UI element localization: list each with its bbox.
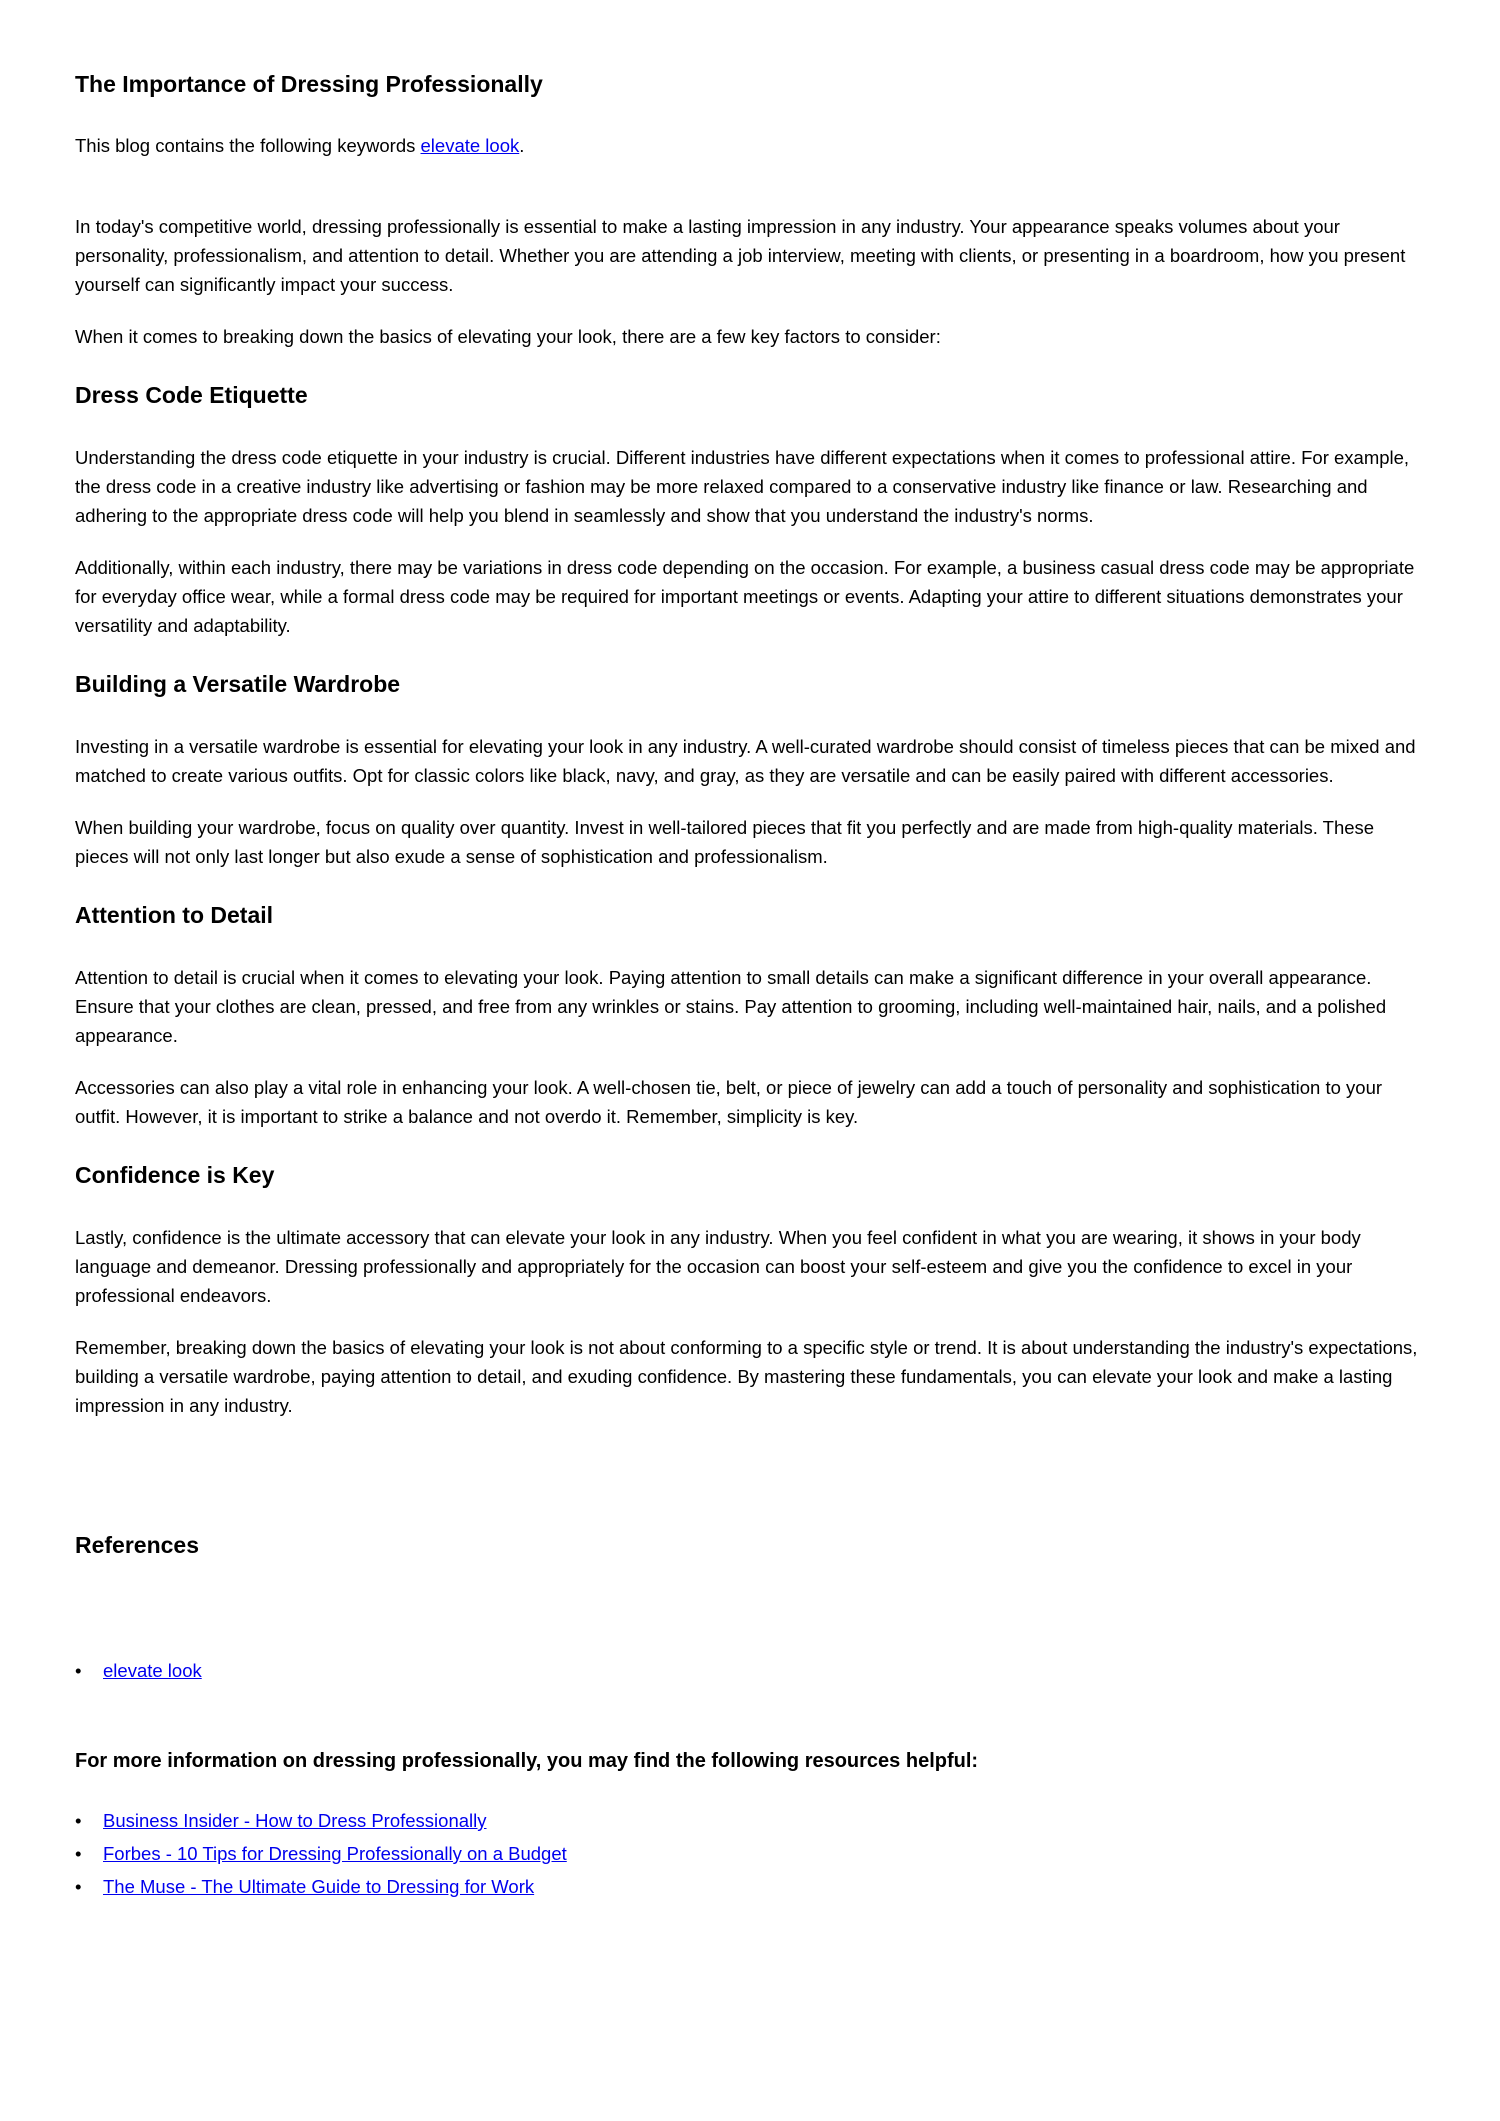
resources-list (75, 1804, 1430, 1903)
list-item (75, 1654, 1430, 1687)
resource-link[interactable]: The Muse - The Ultimate Guide to Dressing for Work (103, 1876, 535, 1897)
section-heading: Dress Code Etiquette (75, 382, 308, 408)
section-paragraph: Accessories can also play a vital role in enhancing your look. A well-chosen tie, belt, or piece of jewelry can add a touch of personality and sophistication to your outfit. However, it is important to strike a balance and not overdo it. Remember, simplicity is key. (75, 1077, 1383, 1127)
keywords-prefix: This blog contains the following keywords (75, 135, 421, 156)
section-paragraph: Lastly, confidence is the ultimate accessory that can elevate your look in any industry. When you feel confident in what you are wearing, it shows in your body language and demeanor. Dressing professionally and appropriately for the occasion can boost your self-esteem and give you the confidence to excel in your professional endeavors. (75, 1227, 1361, 1306)
section-paragraph: Additionally, within each industry, there may be variations in dress code depending on the occasion. For example, a business casual dress code may be appropriate for everyday office wear, while a formal dress code may be required for important meetings or events. Adapting your attire to different situations demonstrates your versatility and adaptability. (75, 557, 1415, 636)
keywords-line (75, 131, 1430, 160)
section-heading: Attention to Detail (75, 902, 274, 928)
reference-link[interactable]: elevate look (103, 1660, 202, 1681)
references-list (75, 1654, 1430, 1687)
references-heading: References (75, 1532, 200, 1558)
section-heading: Confidence is Key (75, 1162, 275, 1188)
section-paragraph: Attention to detail is crucial when it comes to elevating your look. Paying attention to small details can make a significant difference in your overall appearance. Ensure that your clothes are clean, pressed, and free from any wrinkles or stains. Pay attention to grooming, including well-maintained hair, nails, and a polished appearance. (75, 967, 1387, 1046)
keyword-link[interactable]: elevate look (420, 135, 520, 156)
section-paragraph: Remember, breaking down the basics of elevating your look is not about conforming to a specific style or trend. It is about understanding the industry's expectations, building a versatile wardrobe, paying attention to detail, and exuding confidence. By mastering these fundamentals, you can elevate your look and make a lasting impression in any industry. (75, 1337, 1418, 1416)
keywords-suffix: . (519, 135, 525, 156)
section-paragraph: Investing in a versatile wardrobe is essential for elevating your look in any industry. A well-curated wardrobe should consist of timeless pieces that can be mixed and matched to create various outfits. Opt for classic colors like black, navy, and gray, as they are versatile and can be easily paired with different accessories. (75, 736, 1416, 786)
section-heading: Building a Versatile Wardrobe (75, 671, 401, 697)
list-item (75, 1804, 1430, 1837)
list-item (75, 1870, 1430, 1903)
resource-link[interactable]: Business Insider - How to Dress Professionally (103, 1810, 487, 1831)
page-title: The Importance of Dressing Professionally (75, 71, 543, 97)
list-item (75, 1837, 1430, 1870)
intro-paragraph: In today's competitive world, dressing professionally is essential to make a lasting impression in any industry. Your appearance speaks volumes about your personality, professionalism, and attention to detail. Whether you are attending a job interview, meeting with clients, or presenting in a boardroom, how you present yourself can significantly impact your success. (75, 216, 1406, 295)
intro-paragraph: When it comes to breaking down the basics of elevating your look, there are a few key factors to consider: (75, 326, 941, 347)
resources-heading: For more information on dressing professionally, you may find the following resources helpful: (75, 1750, 979, 1772)
section-paragraph: Understanding the dress code etiquette in your industry is crucial. Different industries have different expectations when it comes to professional attire. For example, the dress code in a creative industry like advertising or fashion may be more relaxed compared to a conservative industry like finance or law. Researching and adhering to the appropriate dress code will help you blend in seamlessly and show that you understand the industry's norms. (75, 447, 1410, 526)
section-paragraph: When building your wardrobe, focus on quality over quantity. Invest in well-tailored pieces that fit you perfectly and are made from high-quality materials. These pieces will not only last longer but also exude a sense of sophistication and professionalism. (75, 817, 1375, 867)
resource-link[interactable]: Forbes - 10 Tips for Dressing Professionally on a Budget (103, 1843, 567, 1864)
